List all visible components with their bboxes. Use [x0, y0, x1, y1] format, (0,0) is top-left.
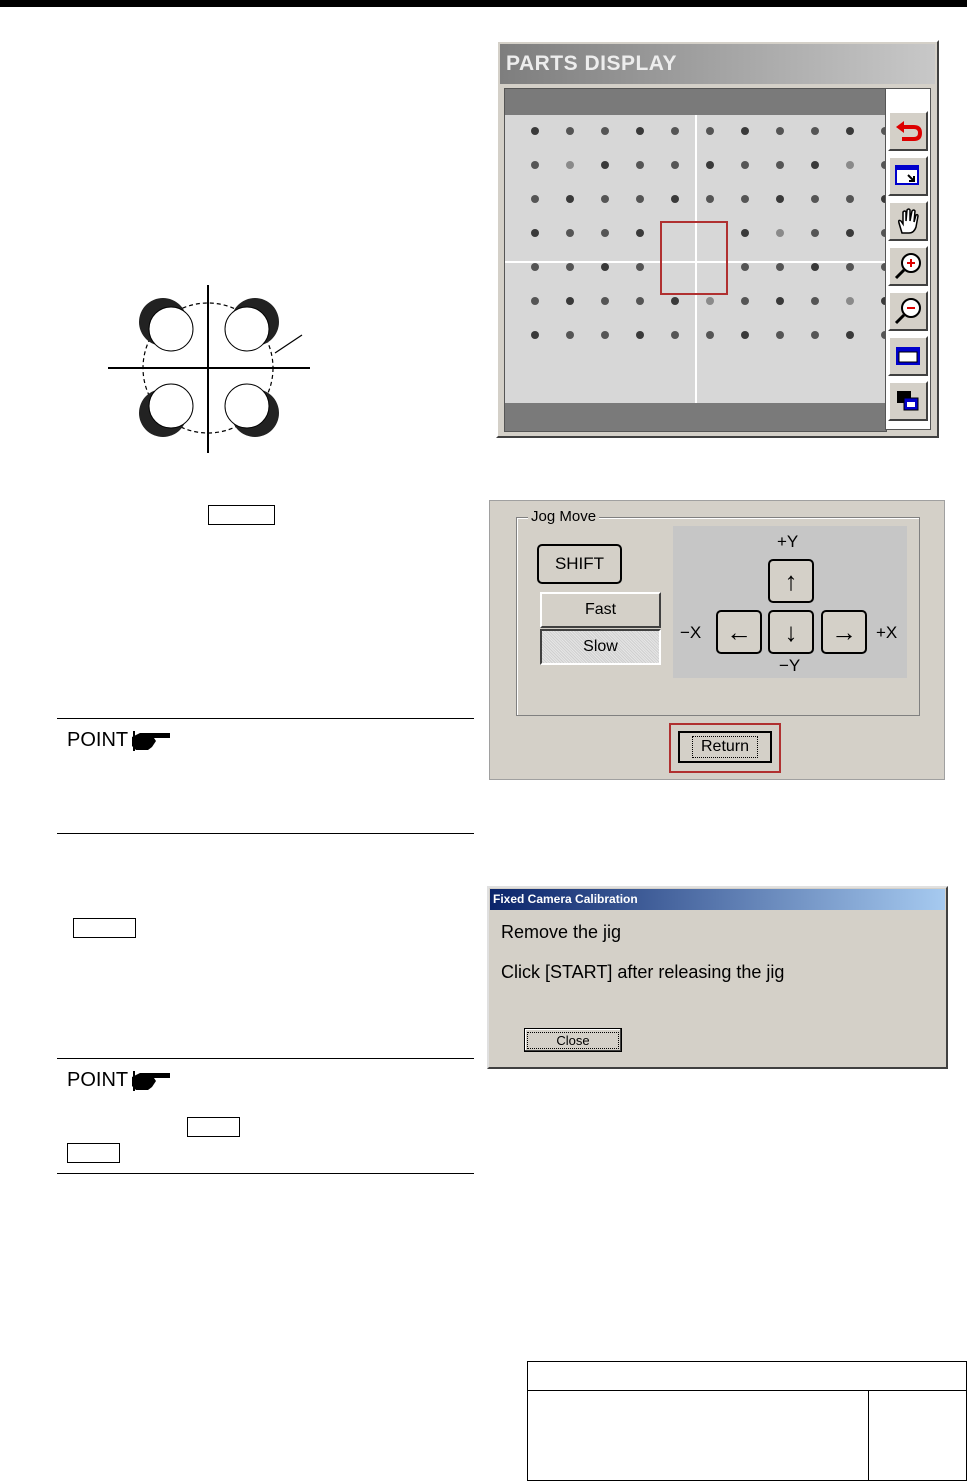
calibration-dot — [531, 263, 539, 271]
calibration-dialog — [487, 886, 948, 1069]
dialog-message-2: Click [START] after releasing the jig — [501, 962, 785, 982]
window-resize-icon[interactable] — [888, 156, 928, 196]
calibration-dot — [776, 331, 784, 339]
jog-move-legend: Jog Move — [528, 508, 599, 525]
page-top-rule — [0, 0, 967, 7]
calibration-dot — [531, 161, 539, 169]
calibration-dot — [811, 297, 819, 305]
jog-down-button[interactable] — [768, 610, 814, 654]
plus-y-label: +Y — [777, 532, 799, 551]
close-label: Close — [527, 1032, 618, 1049]
calibration-dot — [706, 195, 714, 203]
calibration-dot — [671, 195, 679, 203]
return-label: Return — [692, 736, 758, 758]
arrow-right-icon: → — [831, 616, 857, 647]
calibration-dot — [636, 331, 644, 339]
calibration-dot — [601, 195, 609, 203]
point-bottom-rule — [57, 1173, 474, 1174]
slow-button[interactable]: Slow — [540, 629, 661, 665]
point-label: POINT — [67, 728, 129, 751]
calibration-dot — [811, 127, 819, 135]
zoom-out-icon[interactable] — [888, 291, 928, 331]
calibration-dot — [671, 127, 679, 135]
calibration-dot — [741, 263, 749, 271]
calibration-dot — [846, 161, 854, 169]
calibration-dot — [811, 195, 819, 203]
parts-image-view[interactable] — [504, 88, 887, 432]
diagram-mark-top-left — [139, 298, 193, 351]
calibration-dot — [846, 331, 854, 339]
point-top-rule — [57, 718, 474, 719]
calibration-dot — [601, 297, 609, 305]
dialog-title: Fixed Camera Calibration — [490, 889, 945, 910]
calibration-dot — [566, 161, 574, 169]
calibration-dot — [776, 195, 784, 203]
return-button[interactable] — [678, 731, 772, 763]
point-top-rule — [57, 1058, 474, 1059]
calibration-dot — [636, 263, 644, 271]
calibration-dot — [636, 297, 644, 305]
undo-icon[interactable] — [888, 111, 928, 151]
calibration-dot — [706, 297, 714, 305]
calibration-dot — [776, 127, 784, 135]
jog-direction-pad — [673, 526, 907, 678]
calibration-dot — [531, 229, 539, 237]
calibration-dot — [776, 263, 784, 271]
calibration-dot — [811, 161, 819, 169]
minus-x-label: −X — [680, 623, 702, 642]
fit-window-icon[interactable] — [888, 336, 928, 376]
calibration-dot — [776, 161, 784, 169]
parts-display-title: PARTS DISPLAY — [500, 44, 935, 84]
hand-pan-icon[interactable] — [888, 201, 928, 241]
calibration-dot — [706, 331, 714, 339]
calibration-dot — [601, 127, 609, 135]
calibration-dot — [846, 195, 854, 203]
calibration-dot — [846, 229, 854, 237]
point-heading — [67, 727, 172, 753]
selection-box[interactable] — [660, 221, 728, 295]
calibration-dot — [741, 331, 749, 339]
plus-x-label: +X — [876, 623, 898, 642]
calibration-dot — [531, 127, 539, 135]
view-bottom-bar — [505, 403, 886, 431]
jog-left-button[interactable] — [716, 610, 762, 654]
calibration-dot — [811, 229, 819, 237]
point-label: POINT — [67, 1068, 129, 1091]
calibration-dot — [671, 161, 679, 169]
calibration-dot — [846, 297, 854, 305]
shift-button[interactable]: SHIFT — [537, 544, 622, 584]
calibration-dot — [636, 229, 644, 237]
point-bottom-rule — [57, 833, 474, 834]
fast-button[interactable]: Fast — [540, 592, 661, 628]
key-box — [73, 918, 136, 938]
jig-diagram — [105, 285, 315, 455]
calibration-dot — [846, 127, 854, 135]
calibration-dot — [741, 127, 749, 135]
calibration-dot — [601, 229, 609, 237]
close-button[interactable] — [524, 1028, 622, 1052]
arrow-up-icon: ↑ — [784, 565, 798, 596]
calibration-dot — [671, 297, 679, 305]
calibration-dot — [566, 331, 574, 339]
footer-table-row-divider — [528, 1390, 966, 1391]
calibration-dot — [811, 263, 819, 271]
calibration-dot — [636, 195, 644, 203]
jog-right-button[interactable] — [821, 610, 867, 654]
return-highlight — [669, 723, 781, 773]
overlap-windows-icon[interactable] — [888, 381, 928, 421]
pointing-hand-icon — [130, 1067, 172, 1093]
arrow-left-icon: ← — [726, 616, 752, 647]
calibration-dot — [741, 297, 749, 305]
calibration-dot — [601, 263, 609, 271]
calibration-dot — [776, 229, 784, 237]
footer-table — [527, 1361, 967, 1481]
calibration-dot — [741, 195, 749, 203]
diagram-mark-top-right — [225, 298, 279, 351]
key-box — [67, 1143, 120, 1163]
calibration-dot — [636, 161, 644, 169]
pointing-hand-icon — [130, 727, 172, 753]
minus-y-label: −Y — [779, 656, 801, 675]
calibration-dot — [601, 331, 609, 339]
key-box — [187, 1117, 240, 1137]
key-box — [208, 505, 275, 525]
calibration-dot — [706, 161, 714, 169]
calibration-dot — [531, 195, 539, 203]
view-top-bar — [505, 89, 886, 115]
jog-move-panel — [489, 500, 945, 780]
diagram-mark-bottom-left — [139, 384, 193, 437]
calibration-dot — [531, 331, 539, 339]
calibration-dot — [566, 229, 574, 237]
arrow-down-icon: ↓ — [784, 616, 798, 647]
calibration-dot — [531, 297, 539, 305]
jog-up-button[interactable] — [768, 559, 814, 603]
calibration-dot — [566, 263, 574, 271]
parts-display-toolbar — [885, 88, 931, 430]
parts-display-window — [496, 40, 939, 438]
calibration-dot — [741, 229, 749, 237]
calibration-dot — [566, 297, 574, 305]
calibration-dot — [671, 331, 679, 339]
diagram-mark-bottom-right — [225, 384, 279, 437]
calibration-dot — [566, 195, 574, 203]
point-heading — [67, 1067, 172, 1093]
calibration-dot — [811, 331, 819, 339]
calibration-dot — [706, 127, 714, 135]
footer-table-col-divider — [868, 1390, 869, 1480]
calibration-dot — [776, 297, 784, 305]
dialog-message-1: Remove the jig — [501, 922, 622, 942]
calibration-dot — [601, 161, 609, 169]
calibration-dot — [566, 127, 574, 135]
diagram-leader-line — [275, 335, 302, 353]
calibration-dot — [846, 263, 854, 271]
calibration-dot — [741, 161, 749, 169]
zoom-in-icon[interactable] — [888, 246, 928, 286]
calibration-dot — [636, 127, 644, 135]
